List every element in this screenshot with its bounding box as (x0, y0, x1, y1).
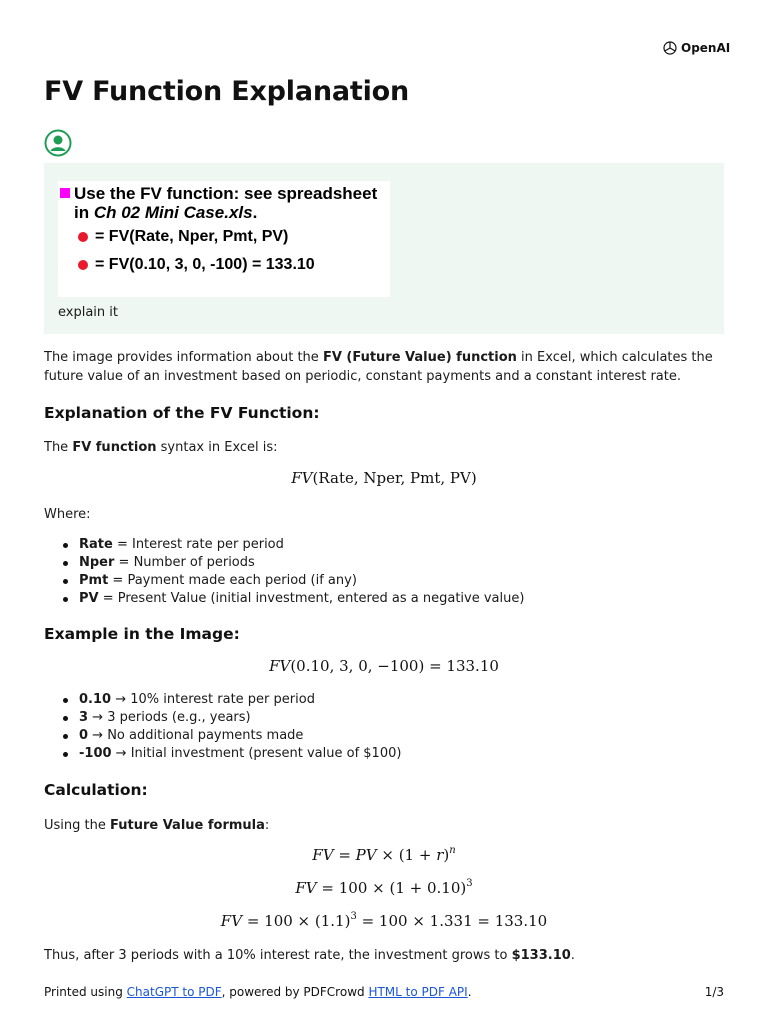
intro-paragraph: The image provides information about the FV (Future Value) function in Excel, which calculates the future value of an investment based on periodic, constant payments and a constant interest rate. (44, 350, 713, 384)
fv-general-formula: FV = PV × $(1 + r)^n$ (312, 845, 456, 864)
page-title: FV Function Explanation (44, 76, 410, 107)
user-avatar-icon (44, 129, 72, 157)
section-heading-explanation: Explanation of the FV Function: (44, 404, 320, 422)
logo-text: OpenAI (681, 41, 731, 55)
list-item: Nper = Number of periods (62, 554, 524, 572)
syntax-paragraph: The FV function syntax in Excel is: (44, 440, 278, 455)
uploaded-slide-image (58, 181, 390, 297)
list-item: Rate = Interest rate per period (62, 536, 524, 554)
section-heading-calculation: Calculation: (44, 781, 148, 799)
red-dot-bullet-icon (78, 232, 88, 242)
fv-result-formula: FV = $100 \times (1.1)^3 = 100 \times 1.331 = 133.10$ (220, 911, 548, 930)
html-to-pdf-api-link[interactable]: HTML to PDF API (368, 985, 468, 999)
user-message-panel (44, 163, 724, 334)
section-heading-example: Example in the Image: (44, 625, 240, 643)
slide-sub-bullet: = FV(Rate, Nper, Pmt, PV) (78, 228, 288, 246)
list-item: -100 → Initial investment (present value of $100) (62, 745, 401, 763)
user-prompt-text: explain it (58, 305, 118, 320)
openai-logo-icon (662, 40, 678, 56)
slide-main-line2: in Ch 02 Mini Case.xls. (74, 203, 258, 222)
chatgpt-to-pdf-link[interactable]: ChatGPT to PDF (126, 985, 222, 999)
fv-syntax-formula: FV(Rate, Nper, Pmt, PV) (291, 469, 477, 487)
formula-intro-paragraph: Using the Future Value formula: (44, 818, 270, 833)
where-label: Where: (44, 507, 91, 522)
page-number: 1/3 (704, 985, 724, 999)
example-values-list (62, 691, 401, 763)
list-item: 0.10 → 10% interest rate per period (62, 691, 401, 709)
slide-main-line1: Use the FV function: see spreadsheet (74, 184, 378, 203)
list-item: 0 → No additional payments made (62, 727, 401, 745)
slide-sub-bullet: = FV(0.10, 3, 0, -100) = 133.10 (78, 256, 315, 274)
openai-logo (662, 40, 730, 56)
fv-arguments-list (62, 536, 524, 608)
list-item: 3 → 3 periods (e.g., years) (62, 709, 401, 727)
page-footer: Printed using ChatGPT to PDF, powered by PDFCrowd HTML to PDF API. 1/3 (44, 985, 724, 999)
conclusion-paragraph: Thus, after 3 periods with a 10% interest rate, the investment grows to $133.10. (44, 948, 575, 963)
list-item: Pmt = Payment made each period (if any) (62, 572, 524, 590)
slide-main-bullet (60, 184, 377, 222)
red-dot-bullet-icon (78, 260, 88, 270)
list-item: PV = Present Value (initial investment, entered as a negative value) (62, 590, 524, 608)
example-formula: FV(0.10, 3, 0, −100) = 133.10 (269, 657, 499, 675)
magenta-square-bullet-icon (60, 188, 70, 198)
fv-substituted-formula: FV = $100 \times (1 + 0.10)^3$ (295, 878, 473, 897)
